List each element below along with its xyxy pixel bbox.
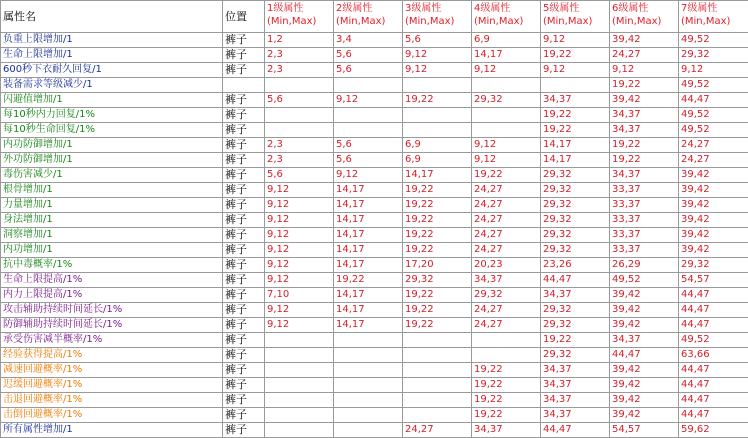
level-title: 5级属性	[543, 2, 609, 15]
level-value-cell[interactable]: 29,32	[472, 93, 541, 108]
level-value-cell[interactable]: 19,22	[403, 183, 472, 198]
level-value-cell[interactable]: 3,4	[334, 33, 403, 48]
attribute-name-cell[interactable]: 闪避值增加/1	[1, 93, 223, 108]
level-title: 6级属性	[612, 2, 678, 15]
table-row	[1, 243, 748, 258]
level-value-cell[interactable]: 9,12	[265, 213, 334, 228]
level-value-cell[interactable]	[541, 78, 610, 93]
level-range-label: (Min,Max)	[267, 15, 333, 28]
level-value-cell[interactable]: 9,12	[472, 63, 541, 78]
position-cell[interactable]: 裤子	[223, 108, 265, 123]
level-value-cell[interactable]: 29,32	[541, 213, 610, 228]
level-value-cell[interactable]	[472, 123, 541, 138]
table-row	[1, 183, 748, 198]
level-value-cell[interactable]: 39,42	[610, 408, 679, 423]
level-value-cell[interactable]: 9,12	[334, 168, 403, 183]
level-value-cell[interactable]: 19,22	[403, 288, 472, 303]
level-value-cell[interactable]: 34,37	[541, 378, 610, 393]
level-value-cell[interactable]	[334, 423, 403, 438]
level-value-cell[interactable]: 34,37	[472, 273, 541, 288]
level-value-cell[interactable]: 49,52	[679, 78, 748, 93]
level-value-cell[interactable]: 59,62	[679, 423, 748, 438]
level-value-cell[interactable]: 29,32	[541, 318, 610, 333]
level-value-cell[interactable]: 39,42	[679, 213, 748, 228]
header-level-cell[interactable]	[472, 1, 541, 33]
attribute-name-cell[interactable]: 600秒下衣耐久回复/1	[1, 63, 223, 78]
level-value-cell[interactable]: 29,32	[679, 48, 748, 63]
table-row	[1, 168, 748, 183]
attribute-name-cell[interactable]: 生命上限增加/1	[1, 48, 223, 63]
position-cell[interactable]: 裤子	[223, 423, 265, 438]
level-range-label: (Min,Max)	[612, 15, 678, 28]
position-cell[interactable]: 裤子	[223, 303, 265, 318]
table-row	[1, 348, 748, 363]
level-value-cell[interactable]: 33,37	[610, 183, 679, 198]
level-value-cell[interactable]	[403, 108, 472, 123]
position-cell[interactable]: 裤子	[223, 153, 265, 168]
level-value-cell[interactable]	[265, 333, 334, 348]
level-value-cell[interactable]: 24,27	[472, 213, 541, 228]
attribute-name-cell[interactable]: 装备需求等级减少/1	[1, 78, 223, 93]
level-value-cell[interactable]: 39,42	[679, 198, 748, 213]
level-value-cell[interactable]: 14,17	[334, 228, 403, 243]
level-value-cell[interactable]: 14,17	[334, 213, 403, 228]
level-value-cell[interactable]: 6,9	[403, 153, 472, 168]
table-row	[1, 78, 748, 93]
attribute-name-cell[interactable]: 攻击辅助持续时间延长/1%	[1, 303, 223, 318]
level-value-cell[interactable]	[472, 108, 541, 123]
position-cell[interactable]: 裤子	[223, 408, 265, 423]
level-value-cell[interactable]: 19,22	[403, 198, 472, 213]
level-value-cell[interactable]: 33,37	[610, 198, 679, 213]
level-value-cell[interactable]: 5,6	[334, 63, 403, 78]
level-value-cell[interactable]: 9,12	[472, 138, 541, 153]
level-value-cell[interactable]	[265, 378, 334, 393]
level-value-cell[interactable]: 19,22	[541, 48, 610, 63]
level-value-cell[interactable]	[403, 393, 472, 408]
level-value-cell[interactable]: 34,37	[541, 288, 610, 303]
header-name-cell[interactable]: 属性名	[1, 1, 223, 33]
header-level-cell[interactable]	[679, 1, 748, 33]
position-cell[interactable]: 裤子	[223, 348, 265, 363]
table-row	[1, 378, 748, 393]
attribute-name-cell[interactable]: 力量增加/1	[1, 198, 223, 213]
level-range-label: (Min,Max)	[405, 15, 471, 28]
level-value-cell[interactable]: 5,6	[334, 153, 403, 168]
level-value-cell[interactable]: 49,52	[679, 108, 748, 123]
level-value-cell[interactable]	[265, 363, 334, 378]
level-value-cell[interactable]: 29,32	[541, 348, 610, 363]
level-value-cell[interactable]: 63,66	[679, 348, 748, 363]
level-value-cell[interactable]: 9,12	[679, 63, 748, 78]
table-row	[1, 93, 748, 108]
attribute-name-cell[interactable]: 内功增加/1	[1, 243, 223, 258]
level-value-cell[interactable]: 24,27	[679, 138, 748, 153]
level-value-cell[interactable]: 44,47	[541, 423, 610, 438]
level-value-cell[interactable]: 20,23	[472, 258, 541, 273]
table-row	[1, 48, 748, 63]
level-value-cell[interactable]: 34,37	[610, 168, 679, 183]
level-value-cell[interactable]: 14,17	[334, 198, 403, 213]
level-value-cell[interactable]: 44,47	[679, 288, 748, 303]
position-cell[interactable]: 裤子	[223, 228, 265, 243]
attribute-name-cell[interactable]: 生命上限提高/1%	[1, 273, 223, 288]
level-value-cell[interactable]: 9,12	[541, 33, 610, 48]
level-value-cell[interactable]: 19,22	[472, 363, 541, 378]
level-value-cell[interactable]: 14,17	[334, 288, 403, 303]
level-value-cell[interactable]: 26,29	[610, 258, 679, 273]
position-cell[interactable]: 裤子	[223, 198, 265, 213]
level-value-cell[interactable]: 39,42	[610, 93, 679, 108]
level-value-cell[interactable]	[403, 333, 472, 348]
position-cell[interactable]: 裤子	[223, 288, 265, 303]
level-value-cell[interactable]: 9,12	[472, 153, 541, 168]
level-value-cell[interactable]: 39,42	[679, 168, 748, 183]
table-row	[1, 33, 748, 48]
level-value-cell[interactable]	[403, 123, 472, 138]
level-value-cell[interactable]: 19,22	[403, 228, 472, 243]
level-value-cell[interactable]: 49,52	[679, 333, 748, 348]
level-value-cell[interactable]: 2,3	[265, 48, 334, 63]
level-title: 1级属性	[267, 2, 333, 15]
table-row	[1, 363, 748, 378]
level-value-cell[interactable]	[334, 78, 403, 93]
attribute-name-cell[interactable]: 毒伤害减少/1	[1, 168, 223, 183]
level-title: 3级属性	[405, 2, 471, 15]
position-cell[interactable]: 裤子	[223, 378, 265, 393]
level-value-cell[interactable]: 44,47	[679, 363, 748, 378]
level-value-cell[interactable]: 39,42	[610, 303, 679, 318]
level-value-cell[interactable]: 24,27	[403, 423, 472, 438]
level-value-cell[interactable]: 6,9	[472, 33, 541, 48]
attribute-name-cell[interactable]: 经验获得提高/1%	[1, 348, 223, 363]
level-title: 4级属性	[474, 2, 540, 15]
table-row	[1, 258, 748, 273]
level-value-cell[interactable]: 49,52	[679, 33, 748, 48]
position-cell[interactable]: 裤子	[223, 123, 265, 138]
level-value-cell[interactable]: 14,17	[334, 183, 403, 198]
level-value-cell[interactable]: 9,12	[541, 63, 610, 78]
level-range-label: (Min,Max)	[474, 15, 540, 28]
level-value-cell[interactable]: 9,12	[265, 183, 334, 198]
level-value-cell[interactable]	[472, 78, 541, 93]
level-value-cell[interactable]	[334, 108, 403, 123]
position-cell[interactable]: 裤子	[223, 318, 265, 333]
position-cell[interactable]: 裤子	[223, 273, 265, 288]
level-value-cell[interactable]: 44,47	[679, 303, 748, 318]
level-value-cell[interactable]: 24,27	[472, 183, 541, 198]
position-cell[interactable]: 裤子	[223, 258, 265, 273]
level-title: 2级属性	[336, 2, 402, 15]
level-value-cell[interactable]: 14,17	[334, 303, 403, 318]
table-row	[1, 273, 748, 288]
level-value-cell[interactable]: 44,47	[541, 273, 610, 288]
level-value-cell[interactable]: 5,6	[403, 33, 472, 48]
level-value-cell[interactable]: 39,42	[610, 33, 679, 48]
level-value-cell[interactable]: 33,37	[610, 243, 679, 258]
level-value-cell[interactable]: 14,17	[541, 138, 610, 153]
level-value-cell[interactable]: 34,37	[472, 423, 541, 438]
level-value-cell[interactable]	[334, 333, 403, 348]
level-value-cell[interactable]: 29,32	[541, 183, 610, 198]
attribute-name-cell[interactable]: 负重上限增加/1	[1, 33, 223, 48]
attribute-name-cell[interactable]: 内力上限提高/1%	[1, 288, 223, 303]
level-value-cell[interactable]: 19,22	[472, 393, 541, 408]
level-value-cell[interactable]: 17,20	[403, 258, 472, 273]
level-value-cell[interactable]	[472, 348, 541, 363]
level-value-cell[interactable]: 14,17	[403, 168, 472, 183]
level-value-cell[interactable]: 6,9	[403, 138, 472, 153]
level-value-cell[interactable]: 5,6	[265, 93, 334, 108]
level-value-cell[interactable]: 23,26	[541, 258, 610, 273]
level-value-cell[interactable]: 14,17	[334, 243, 403, 258]
level-value-cell[interactable]: 29,32	[472, 288, 541, 303]
level-value-cell[interactable]	[334, 348, 403, 363]
attribute-name-cell[interactable]: 每10秒内力回复/1%	[1, 108, 223, 123]
level-value-cell[interactable]: 44,47	[610, 348, 679, 363]
level-value-cell[interactable]: 9,12	[403, 63, 472, 78]
level-value-cell[interactable]: 19,22	[403, 318, 472, 333]
table-row	[1, 63, 748, 78]
level-value-cell[interactable]: 24,27	[472, 198, 541, 213]
level-value-cell[interactable]: 39,42	[610, 393, 679, 408]
table-row	[1, 408, 748, 423]
level-value-cell[interactable]: 34,37	[610, 108, 679, 123]
level-value-cell[interactable]: 29,32	[679, 258, 748, 273]
level-title: 7级属性	[681, 2, 748, 15]
level-value-cell[interactable]: 34,37	[541, 363, 610, 378]
level-value-cell[interactable]	[265, 393, 334, 408]
attribute-name-cell[interactable]: 防御辅助持续时间延长/1%	[1, 318, 223, 333]
level-value-cell[interactable]	[403, 78, 472, 93]
level-value-cell[interactable]: 49,52	[610, 273, 679, 288]
level-value-cell[interactable]: 39,42	[610, 318, 679, 333]
attribute-name-cell[interactable]: 根骨增加/1	[1, 183, 223, 198]
level-value-cell[interactable]: 5,6	[334, 138, 403, 153]
position-cell[interactable]: 裤子	[223, 393, 265, 408]
level-value-cell[interactable]: 2,3	[265, 63, 334, 78]
position-cell[interactable]: 裤子	[223, 168, 265, 183]
level-value-cell[interactable]: 9,12	[265, 318, 334, 333]
position-cell[interactable]	[223, 78, 265, 93]
level-value-cell[interactable]: 7,10	[265, 288, 334, 303]
table-row	[1, 213, 748, 228]
level-value-cell[interactable]	[334, 378, 403, 393]
level-value-cell[interactable]: 9,12	[265, 303, 334, 318]
level-value-cell[interactable]: 29,32	[541, 228, 610, 243]
attribute-name-cell[interactable]: 每10秒生命回复/1%	[1, 123, 223, 138]
level-value-cell[interactable]: 54,57	[610, 423, 679, 438]
attribute-name-cell[interactable]: 击退回避概率/1%	[1, 393, 223, 408]
level-value-cell[interactable]: 19,22	[541, 123, 610, 138]
level-value-cell[interactable]: 19,22	[610, 153, 679, 168]
level-value-cell[interactable]: 29,32	[541, 168, 610, 183]
level-value-cell[interactable]: 19,22	[610, 78, 679, 93]
level-value-cell[interactable]: 33,37	[610, 228, 679, 243]
level-value-cell[interactable]: 44,47	[679, 408, 748, 423]
level-value-cell[interactable]	[265, 348, 334, 363]
level-value-cell[interactable]: 9,12	[610, 63, 679, 78]
level-value-cell[interactable]: 9,12	[334, 93, 403, 108]
table-row	[1, 303, 748, 318]
table-row	[1, 423, 748, 438]
header-position-cell[interactable]: 位置	[223, 1, 265, 33]
level-value-cell[interactable]: 19,22	[610, 138, 679, 153]
table-row	[1, 153, 748, 168]
header-level-cell[interactable]	[265, 1, 334, 33]
level-value-cell[interactable]: 34,37	[541, 408, 610, 423]
level-value-cell[interactable]: 39,42	[610, 378, 679, 393]
level-value-cell[interactable]	[334, 123, 403, 138]
level-value-cell[interactable]	[265, 408, 334, 423]
level-range-label: (Min,Max)	[336, 15, 402, 28]
level-value-cell[interactable]: 44,47	[679, 318, 748, 333]
header-level-cell[interactable]	[610, 1, 679, 33]
level-value-cell[interactable]: 1,2	[265, 33, 334, 48]
level-value-cell[interactable]: 24,27	[472, 243, 541, 258]
level-value-cell[interactable]: 39,42	[679, 183, 748, 198]
level-value-cell[interactable]: 9,12	[265, 273, 334, 288]
level-value-cell[interactable]	[334, 393, 403, 408]
level-range-label: (Min,Max)	[681, 15, 748, 28]
level-value-cell[interactable]: 39,42	[679, 228, 748, 243]
level-value-cell[interactable]: 19,22	[403, 303, 472, 318]
attribute-name-cell[interactable]: 身法增加/1	[1, 213, 223, 228]
level-value-cell[interactable]: 33,37	[610, 213, 679, 228]
attribute-name-cell[interactable]: 减速回避概率/1%	[1, 363, 223, 378]
level-value-cell[interactable]: 54,57	[679, 273, 748, 288]
level-value-cell[interactable]: 29,32	[541, 303, 610, 318]
table-row	[1, 138, 748, 153]
level-value-cell[interactable]: 29,32	[403, 273, 472, 288]
level-value-cell[interactable]: 44,47	[679, 93, 748, 108]
attribute-name-cell[interactable]: 内功防御增加/1	[1, 138, 223, 153]
attribute-name-cell[interactable]: 抗中毒概率/1%	[1, 258, 223, 273]
level-value-cell[interactable]: 19,22	[403, 243, 472, 258]
level-value-cell[interactable]: 5,6	[265, 168, 334, 183]
level-value-cell[interactable]: 34,37	[541, 93, 610, 108]
level-value-cell[interactable]: 24,27	[472, 228, 541, 243]
level-value-cell[interactable]: 19,22	[403, 93, 472, 108]
level-value-cell[interactable]: 19,22	[403, 213, 472, 228]
level-value-cell[interactable]: 39,42	[610, 288, 679, 303]
level-value-cell[interactable]: 34,37	[610, 333, 679, 348]
attribute-name-cell[interactable]: 所有属性增加/1	[1, 423, 223, 438]
level-value-cell[interactable]	[265, 78, 334, 93]
table-row	[1, 198, 748, 213]
position-cell[interactable]: 裤子	[223, 48, 265, 63]
level-value-cell[interactable]: 9,12	[265, 258, 334, 273]
level-value-cell[interactable]: 9,12	[265, 228, 334, 243]
level-value-cell[interactable]	[334, 363, 403, 378]
level-value-cell[interactable]: 19,22	[472, 378, 541, 393]
level-value-cell[interactable]: 39,42	[610, 363, 679, 378]
position-cell[interactable]: 裤子	[223, 363, 265, 378]
position-cell[interactable]: 裤子	[223, 213, 265, 228]
level-value-cell[interactable]: 24,27	[610, 48, 679, 63]
table-row	[1, 393, 748, 408]
level-value-cell[interactable]: 34,37	[610, 123, 679, 138]
level-value-cell[interactable]: 19,22	[472, 168, 541, 183]
level-value-cell[interactable]: 2,3	[265, 138, 334, 153]
attribute-name-cell[interactable]: 承受伤害减半概率/1%	[1, 333, 223, 348]
level-value-cell[interactable]: 24,27	[472, 318, 541, 333]
level-value-cell[interactable]	[265, 423, 334, 438]
position-cell[interactable]: 裤子	[223, 63, 265, 78]
level-value-cell[interactable]: 14,17	[334, 258, 403, 273]
level-value-cell[interactable]: 19,22	[472, 408, 541, 423]
position-cell[interactable]: 裤子	[223, 33, 265, 48]
level-value-cell[interactable]: 39,42	[679, 243, 748, 258]
level-value-cell[interactable]	[265, 123, 334, 138]
attribute-name-cell[interactable]: 外功防御增加/1	[1, 153, 223, 168]
level-value-cell[interactable]	[403, 363, 472, 378]
level-value-cell[interactable]	[472, 333, 541, 348]
level-value-cell[interactable]: 19,22	[541, 333, 610, 348]
level-value-cell[interactable]: 2,3	[265, 153, 334, 168]
level-value-cell[interactable]: 29,32	[541, 243, 610, 258]
level-value-cell[interactable]: 44,47	[679, 378, 748, 393]
level-value-cell[interactable]	[403, 348, 472, 363]
level-value-cell[interactable]: 49,52	[679, 123, 748, 138]
level-value-cell[interactable]: 19,22	[334, 273, 403, 288]
header-level-cell[interactable]	[334, 1, 403, 33]
table-row	[1, 288, 748, 303]
position-cell[interactable]: 裤子	[223, 243, 265, 258]
header-level-cell[interactable]	[403, 1, 472, 33]
level-value-cell[interactable]: 9,12	[265, 198, 334, 213]
position-cell[interactable]: 裤子	[223, 93, 265, 108]
level-value-cell[interactable]: 19,22	[541, 108, 610, 123]
position-cell[interactable]: 裤子	[223, 183, 265, 198]
level-value-cell[interactable]: 5,6	[334, 48, 403, 63]
level-value-cell[interactable]	[334, 408, 403, 423]
level-value-cell[interactable]: 9,12	[403, 48, 472, 63]
header-row	[1, 1, 748, 33]
attribute-name-cell[interactable]: 击倒回避概率/1%	[1, 408, 223, 423]
table-row	[1, 333, 748, 348]
level-value-cell[interactable]: 14,17	[472, 48, 541, 63]
level-value-cell[interactable]: 14,17	[541, 153, 610, 168]
level-value-cell[interactable]: 44,47	[679, 393, 748, 408]
header-level-cell[interactable]	[541, 1, 610, 33]
table-row	[1, 108, 748, 123]
position-cell[interactable]: 裤子	[223, 138, 265, 153]
attribute-name-cell[interactable]: 洞察增加/1	[1, 228, 223, 243]
position-cell[interactable]: 裤子	[223, 333, 265, 348]
table-row	[1, 228, 748, 243]
table-row	[1, 123, 748, 138]
level-value-cell[interactable]: 9,12	[265, 243, 334, 258]
level-value-cell[interactable]	[265, 108, 334, 123]
level-value-cell[interactable]	[403, 378, 472, 393]
level-value-cell[interactable]: 24,27	[472, 303, 541, 318]
level-range-label: (Min,Max)	[543, 15, 609, 28]
level-value-cell[interactable]: 24,27	[679, 153, 748, 168]
level-value-cell[interactable]: 29,32	[541, 198, 610, 213]
level-value-cell[interactable]: 34,37	[541, 393, 610, 408]
table-row	[1, 318, 748, 333]
level-value-cell[interactable]: 14,17	[334, 318, 403, 333]
level-value-cell[interactable]	[403, 408, 472, 423]
attribute-name-cell[interactable]: 迟缓回避概率/1%	[1, 378, 223, 393]
